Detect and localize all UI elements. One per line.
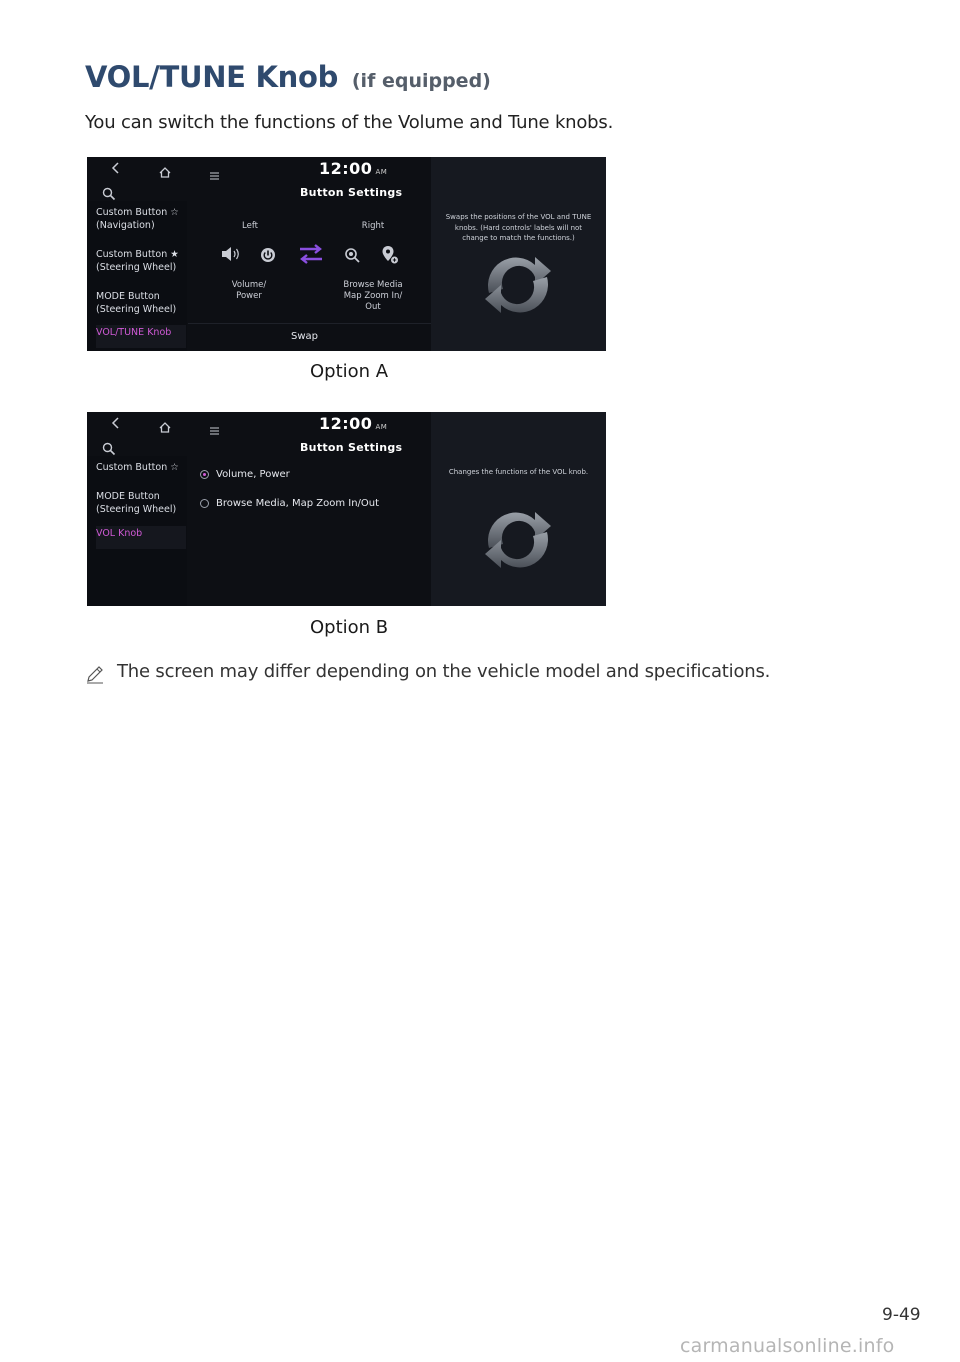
page-number: 9-49 [882, 1305, 921, 1325]
clock-time: 12:00 [319, 159, 373, 178]
description-panel [431, 412, 606, 606]
clock [319, 159, 387, 178]
menu-icon[interactable] [210, 165, 219, 184]
zoom-icon [344, 247, 360, 267]
sidebar-item-mode-button[interactable]: MODE Button (Steering Wheel) [96, 291, 177, 315]
sidebar-item-custom-button-steering[interactable]: Custom Button ★ (Steering Wheel) [96, 249, 179, 273]
page-title [85, 60, 491, 94]
screen-option-b [87, 412, 606, 606]
screen-title: Button Settings [300, 186, 403, 199]
back-icon[interactable] [111, 417, 121, 434]
radio-selected[interactable] [200, 470, 209, 479]
menu-icon[interactable] [210, 420, 219, 439]
clock [319, 414, 387, 433]
swap-graphic-icon [477, 253, 559, 321]
sidebar-item-vol-tune-knob[interactable]: VOL/TUNE Knob [96, 325, 186, 348]
home-icon[interactable] [159, 418, 171, 437]
sidebar-item-vol-knob[interactable]: VOL Knob [96, 526, 186, 549]
right-function-label: Browse Media Map Zoom In/ Out [343, 280, 403, 312]
map-pin-icon [381, 245, 399, 269]
right-label: Right [361, 221, 385, 231]
clock-ampm: AM [375, 168, 388, 176]
screen-title: Button Settings [300, 441, 403, 454]
power-icon [260, 247, 276, 267]
home-icon[interactable] [159, 163, 171, 182]
option-volume-power[interactable] [193, 464, 431, 490]
clock-ampm: AM [375, 423, 388, 431]
swap-graphic-icon [477, 508, 559, 576]
radio-unselected[interactable] [200, 499, 209, 508]
screen-option-a [87, 157, 606, 351]
option-browse-media[interactable] [193, 493, 431, 519]
title-suffix: (if equipped) [351, 70, 491, 92]
description-text: Swaps the positions of the VOL and TUNE knobs. (Hard controls' labels will not change to match the functions.) [445, 213, 592, 242]
swap-arrows-icon[interactable] [298, 243, 324, 269]
intro-text: You can switch the functions of the Volume and Tune knobs. [85, 112, 614, 133]
volume-icon [221, 246, 241, 266]
sidebar-item-custom-button[interactable]: Custom Button ☆ [96, 462, 179, 473]
left-label: Left [242, 221, 258, 231]
swap-button-label: Swap [290, 331, 318, 342]
watermark: carmanualsonline.info [680, 1335, 895, 1357]
clock-time: 12:00 [319, 414, 373, 433]
note-text: The screen may differ depending on the vehicle model and specifications. [117, 661, 771, 682]
left-function-label: Volume/ Power [231, 280, 267, 301]
back-icon[interactable] [111, 162, 121, 179]
sidebar [87, 456, 187, 606]
option-label: Volume, Power [216, 469, 290, 480]
description-panel [431, 157, 606, 351]
title-text: VOL/TUNE Knob [85, 60, 339, 94]
pencil-note-icon [85, 664, 105, 688]
caption-option-b: Option B [310, 617, 389, 638]
sidebar [87, 201, 187, 351]
description-text: Changes the functions of the VOL knob. [448, 468, 589, 476]
sidebar-item-mode-button[interactable]: MODE Button (Steering Wheel) [96, 491, 177, 515]
swap-button[interactable] [188, 323, 431, 351]
sidebar-item-custom-button-navigation[interactable]: Custom Button ☆ (Navigation) [96, 207, 179, 231]
caption-option-a: Option A [310, 361, 389, 382]
option-label: Browse Media, Map Zoom In/Out [216, 498, 380, 509]
